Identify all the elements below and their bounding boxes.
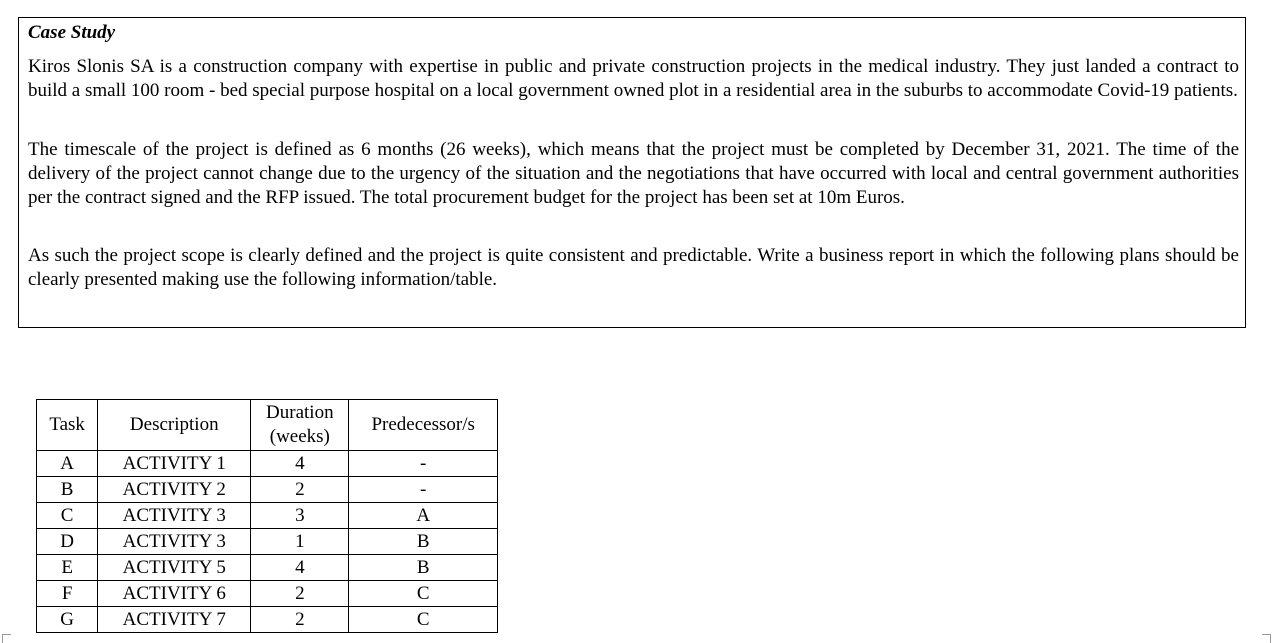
table-row: [37, 451, 498, 477]
duration-cell: 2: [251, 477, 349, 503]
description-cell: ACTIVITY 2: [98, 477, 251, 503]
description-cell: ACTIVITY 1: [98, 451, 251, 477]
predecessor-cell: C: [349, 607, 498, 633]
description-cell: ACTIVITY 6: [98, 581, 251, 607]
description-cell: ACTIVITY 3: [98, 503, 251, 529]
predecessor-cell: A: [349, 503, 498, 529]
task-cell: G: [37, 607, 98, 633]
predecessor-cell: B: [349, 529, 498, 555]
task-cell: F: [37, 581, 98, 607]
header-duration: Duration (weeks): [251, 400, 349, 451]
description-cell: ACTIVITY 5: [98, 555, 251, 581]
page-corner-mark-left: [2, 634, 11, 643]
duration-cell: 1: [251, 529, 349, 555]
table-row: [37, 581, 498, 607]
header-description: Description: [98, 400, 251, 451]
task-table: [36, 399, 498, 633]
duration-cell: 3: [251, 503, 349, 529]
task-cell: B: [37, 477, 98, 503]
case-paragraph-3: As such the project scope is clearly defined and the project is quite consistent and predictable. Write a business report in which the following plans should be clearly presented making use the following information/table.: [28, 245, 1239, 290]
header-task: Task: [37, 400, 98, 451]
duration-cell: 2: [251, 581, 349, 607]
table-row: [37, 555, 498, 581]
case-study-title: Case Study: [28, 22, 116, 43]
task-cell: E: [37, 555, 98, 581]
table-row: [37, 503, 498, 529]
predecessor-cell: C: [349, 581, 498, 607]
description-cell: ACTIVITY 7: [98, 607, 251, 633]
predecessor-cell: -: [349, 451, 498, 477]
duration-cell: 4: [251, 555, 349, 581]
predecessor-cell: -: [349, 477, 498, 503]
page-corner-mark-right: [1262, 634, 1271, 643]
duration-cell: 2: [251, 607, 349, 633]
duration-cell: 4: [251, 451, 349, 477]
header-predecessors: Predecessor/s: [349, 400, 498, 451]
case-paragraph-1: Kiros Slonis SA is a construction company with expertise in public and private construction projects in the medical industry. They just landed a contract to build a small 100 room - bed special purpose hospital on a local government owned plot in a residential area in the suburbs to accommodate Covid-19 patients.: [28, 56, 1239, 101]
table-row: [37, 529, 498, 555]
table-header-row: [37, 400, 498, 451]
case-paragraph-2: The timescale of the project is defined as 6 months (26 weeks), which means that the project must be completed by December 31, 2021. The time of the delivery of the project cannot change due to the urgency of the situation and the negotiations that have occurred with local and central government authorities per the contract signed and the RFP issued. The total procurement budget for the project has been set at 10m Euros.: [28, 139, 1239, 208]
task-cell: A: [37, 451, 98, 477]
case-study-box: [18, 17, 1246, 328]
task-cell: D: [37, 529, 98, 555]
predecessor-cell: B: [349, 555, 498, 581]
task-cell: C: [37, 503, 98, 529]
table-row: [37, 607, 498, 633]
table-row: [37, 477, 498, 503]
description-cell: ACTIVITY 3: [98, 529, 251, 555]
